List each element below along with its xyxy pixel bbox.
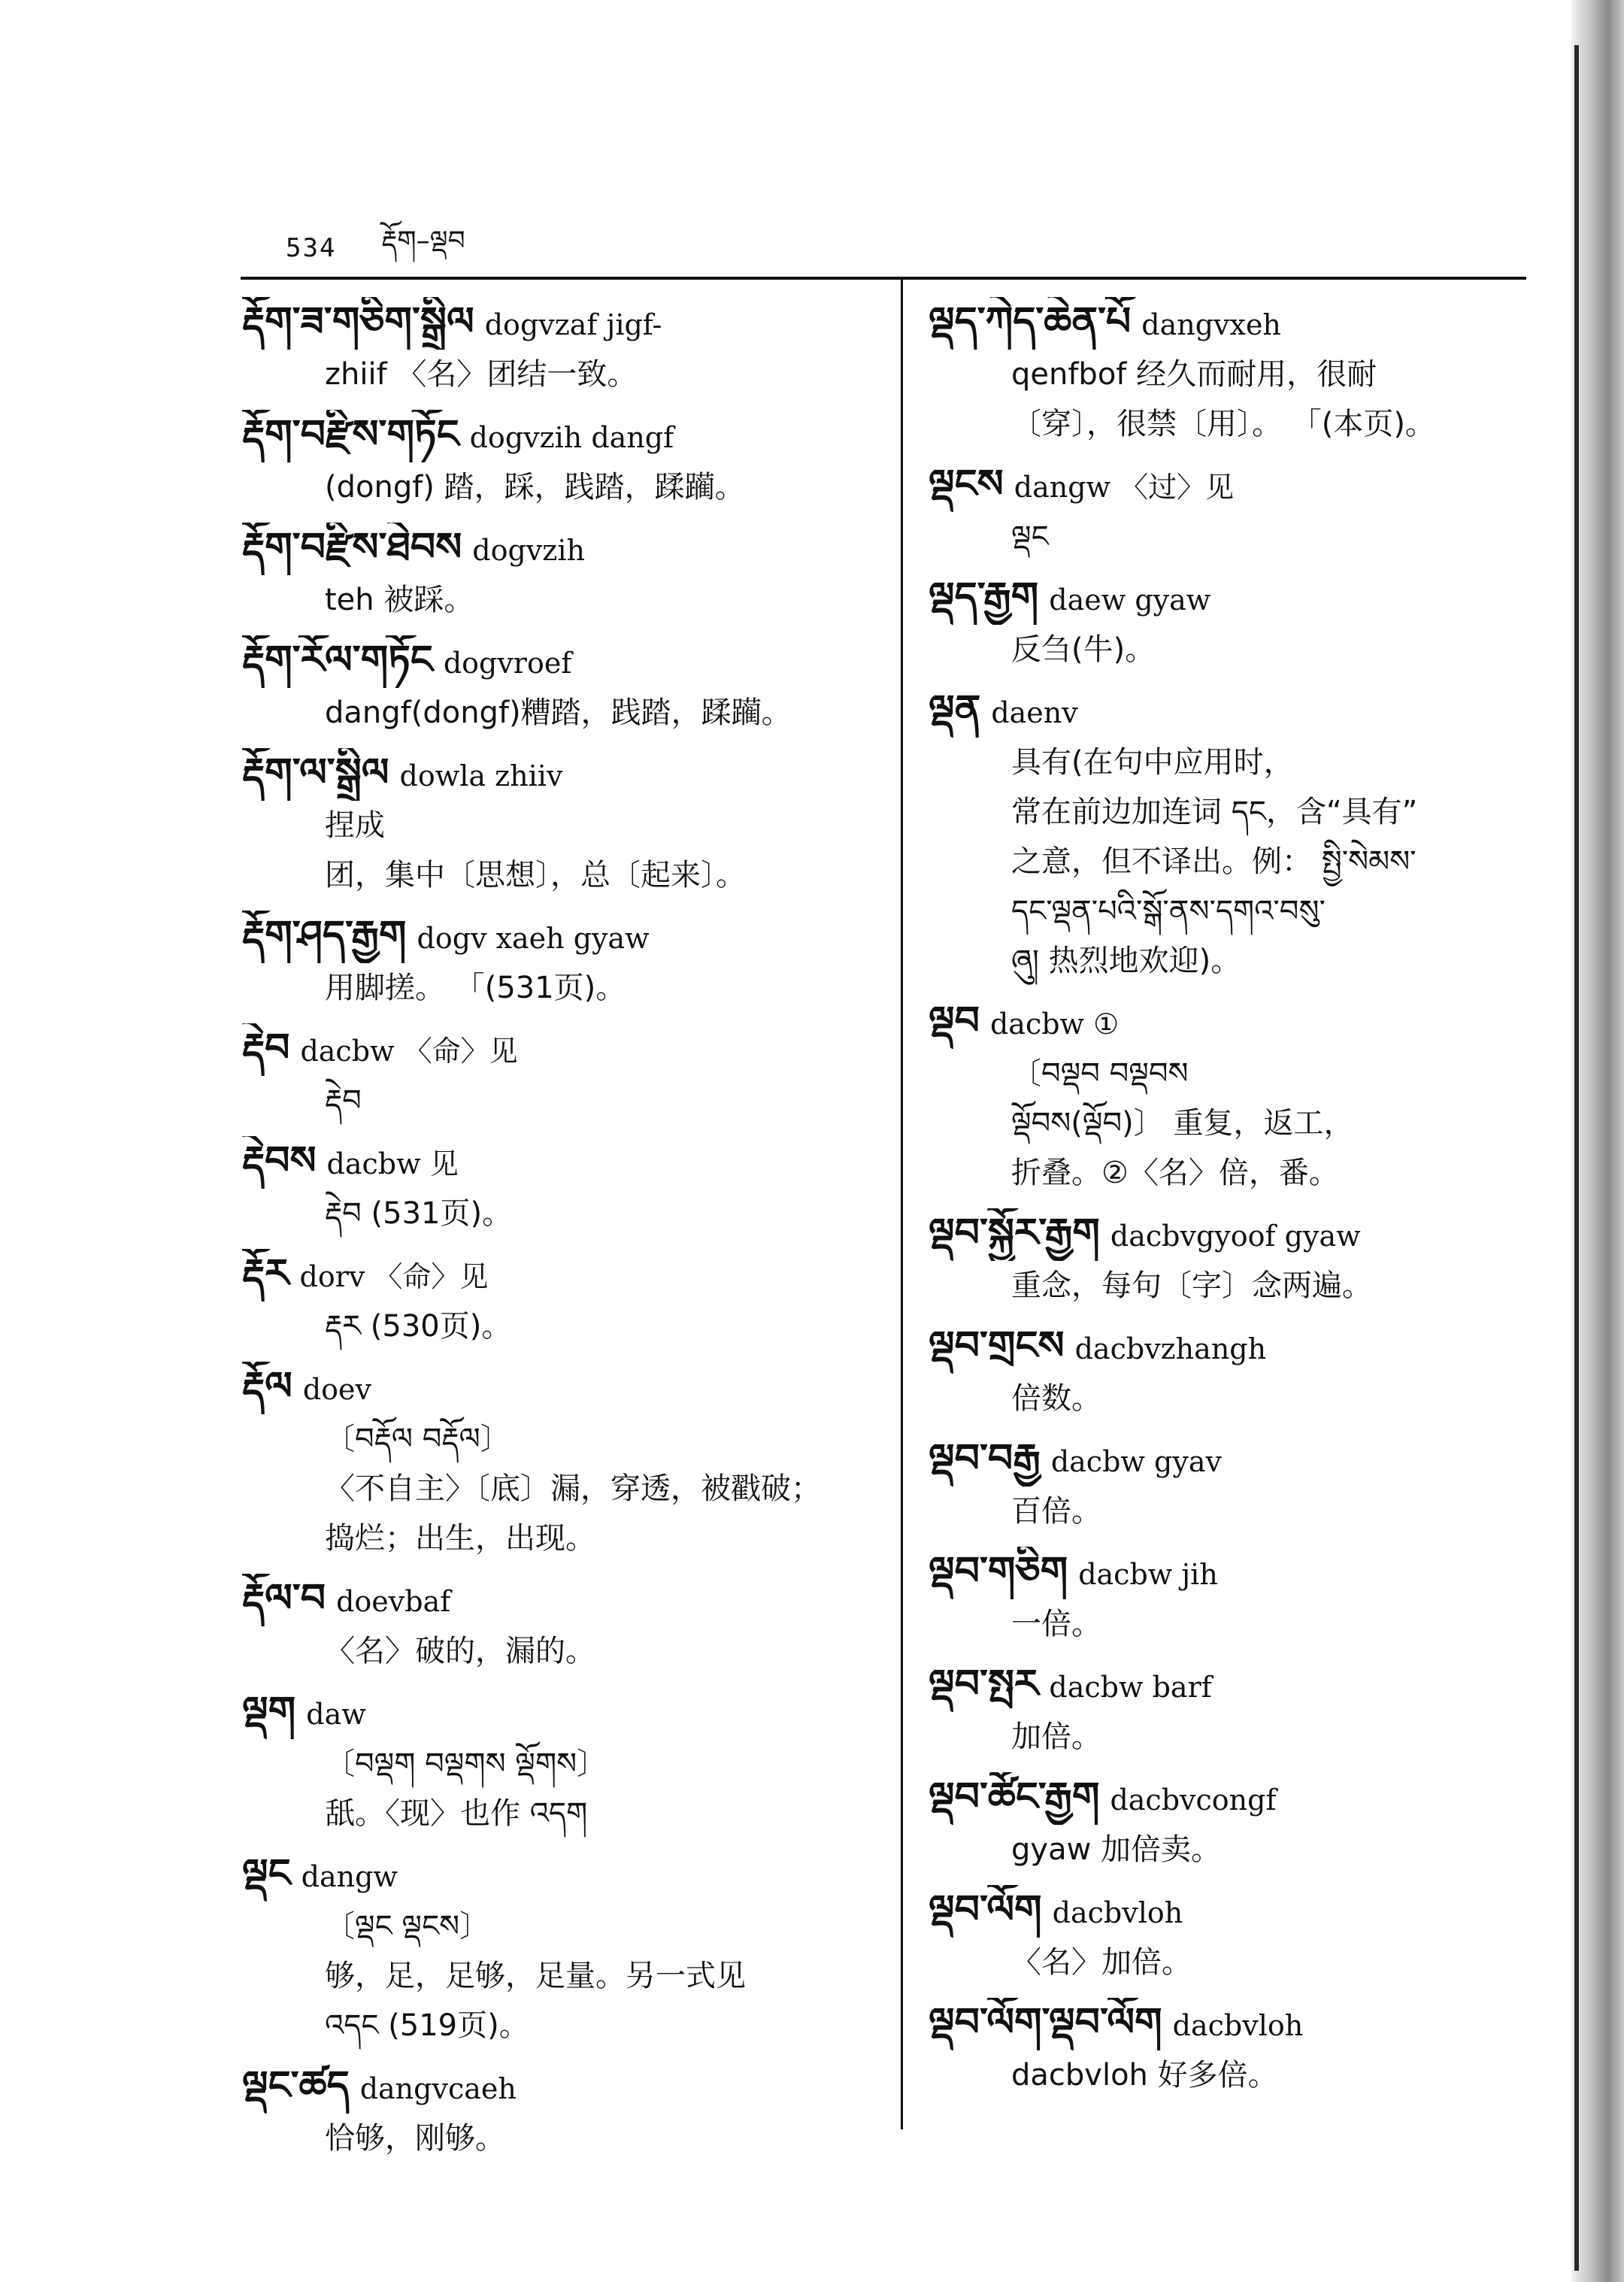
entry-headword: རྡོག་རོལ་གཏོང	[242, 638, 433, 683]
entry-definition-line	[242, 963, 889, 1013]
dictionary-entry	[929, 996, 1541, 1198]
entry-definition-text: རྡར (530页)。	[325, 1309, 512, 1344]
entry-headword: ལྡད་རྒྱག	[929, 574, 1039, 620]
dictionary-entry	[242, 410, 889, 512]
entry-romanization: dacbw jih	[1078, 1558, 1218, 1591]
entry-romanization: dacbvloh	[1172, 2009, 1304, 2042]
dictionary-entry	[242, 911, 889, 1013]
entry-headword: རྡེབ	[242, 1026, 290, 1071]
entry-definition-line	[242, 1902, 889, 1951]
entry-headline	[242, 297, 889, 350]
entry-definition-line	[242, 2114, 889, 2163]
dictionary-entry	[929, 1321, 1541, 1423]
entry-definition-line	[242, 1076, 889, 1126]
entry-romanization: dacbw 〈命〉见	[300, 1035, 518, 1068]
entry-headline	[242, 1136, 889, 1189]
entry-romanization: daenv	[991, 696, 1078, 729]
entry-romanization: dangvcaeh	[359, 2072, 517, 2105]
entry-romanization: dacbw gyav	[1050, 1445, 1222, 1478]
entry-definition-line	[929, 738, 1541, 787]
entry-romanization: dacbw 见	[326, 1147, 459, 1180]
entry-definition-text: 捏成	[325, 808, 385, 843]
dictionary-entry	[929, 1772, 1541, 1874]
dictionary-entry	[929, 1208, 1541, 1311]
entry-headline	[242, 1249, 889, 1302]
entry-definition-line	[929, 1374, 1541, 1423]
entry-definition-text: dacbvloh 好多倍。	[1011, 2058, 1278, 2093]
entry-headword: ལྡབ་ལོག	[929, 1887, 1042, 1932]
entry-headline	[929, 1659, 1541, 1712]
entry-definition-line	[242, 1464, 889, 1514]
entry-definition-text: ཞུ། 热烈地欢迎)。	[1011, 944, 1241, 978]
entry-romanization: dangvxeh	[1141, 308, 1281, 341]
entry-definition-text: རྡེབ (531页)。	[325, 1196, 513, 1231]
entry-definition-text: 用脚搓。 「(531页)。	[325, 971, 626, 1005]
entry-definition-text: 团，集中〔思想〕，总〔起来〕。	[325, 858, 746, 892]
entry-headword: རྡོག་བརྫིས་ཐེབས	[242, 525, 462, 570]
entry-definition-line	[929, 837, 1541, 886]
entry-definition-line	[242, 350, 889, 399]
entry-headword: རྡོག་བརྫིས་གཏོང	[242, 412, 459, 457]
entry-definition-text: ལྡང	[1011, 520, 1049, 554]
entry-headline	[929, 1772, 1541, 1825]
entry-definition-line	[242, 575, 889, 625]
entry-definition-line	[929, 1712, 1541, 1762]
entry-headline	[929, 1998, 1541, 2050]
dictionary-entry	[242, 1249, 889, 1351]
entry-headword: ལྡང་ཚད	[242, 2063, 350, 2108]
entry-headword: ལྡངས	[929, 462, 1004, 507]
scan-edge-line	[1574, 45, 1579, 2271]
entry-definition-line	[929, 1825, 1541, 1874]
entry-definition-line	[242, 1514, 889, 1563]
entry-headline	[929, 1547, 1541, 1599]
entry-romanization: dacbvloh	[1052, 1896, 1183, 1929]
header-rule	[241, 277, 1526, 280]
dictionary-entry	[929, 1434, 1541, 1536]
dictionary-entry	[242, 748, 889, 900]
entry-definition-text: 〔བལྡག བལྡགས ལྡོགས〕	[325, 1747, 607, 1781]
entry-headline	[929, 297, 1541, 350]
entry-romanization: dogvzih dangf	[469, 421, 674, 454]
entry-definition-line	[929, 1486, 1541, 1536]
entry-headline	[929, 996, 1541, 1049]
entry-definition-line	[929, 787, 1541, 837]
entry-definition-text: 〔穿〕，很禁〔用〕。 「(本页)。	[1011, 407, 1435, 441]
dictionary-entry	[242, 523, 889, 625]
dictionary-entry	[242, 1362, 889, 1563]
page-header	[286, 226, 465, 271]
entry-romanization: dowla zhiiv	[399, 759, 563, 792]
entry-definition-line	[929, 1148, 1541, 1198]
entry-definition-text: 之意，但不译出。例： སྤྱི་སེམས་	[1011, 844, 1416, 879]
right-column	[929, 297, 1541, 2111]
entry-headword: ལྡང	[242, 1851, 291, 1896]
entry-definition-line	[242, 1626, 889, 1676]
entry-definition-line	[242, 462, 889, 512]
entry-definition-line	[929, 399, 1541, 449]
entry-romanization: dangw	[301, 1860, 398, 1893]
entry-definition-text: 百倍。	[1011, 1494, 1101, 1529]
entry-headline	[242, 911, 889, 963]
entry-headline	[242, 523, 889, 575]
entry-definition-line	[242, 801, 889, 850]
dictionary-entry	[929, 1998, 1541, 2100]
entry-definition-line	[929, 1099, 1541, 1148]
entry-headline	[242, 1686, 889, 1739]
entry-headword: ལྡབ	[929, 999, 980, 1044]
entry-definition-text: 够，足，足够，足量。另一式见	[325, 1959, 746, 1993]
entry-definition-text: 〔ལྡང ལྡངས〕	[325, 1909, 490, 1944]
entry-definition-text: teh 被踩。	[325, 583, 474, 617]
entry-headline	[929, 685, 1541, 738]
dictionary-entry	[242, 1136, 889, 1238]
entry-definition-line	[929, 1599, 1541, 1649]
entry-definition-line	[929, 1261, 1541, 1311]
entry-headline	[929, 1885, 1541, 1938]
entry-romanization: daew gyaw	[1049, 583, 1211, 617]
entry-romanization: dogv xaeh gyaw	[417, 922, 650, 955]
entry-headline	[929, 572, 1541, 625]
entry-definition-line	[242, 1302, 889, 1351]
entry-headline	[929, 1434, 1541, 1486]
entry-definition-text: ལྡོབས(ལྡོབ)〕 重复，返工，	[1011, 1106, 1354, 1141]
dictionary-entry	[929, 1547, 1541, 1649]
entry-romanization: dogvzaf jigf-	[484, 308, 662, 341]
entry-definition-text: 〔བལྡབ བལྡབས	[1011, 1056, 1189, 1091]
entry-definition-text: 具有(在句中应用时，	[1011, 745, 1294, 780]
dictionary-entry	[929, 1659, 1541, 1762]
dictionary-entry	[929, 1885, 1541, 1987]
entry-definition-text: 恰够，刚够。	[325, 2121, 505, 2156]
entry-romanization: dorv 〈命〉见	[299, 1260, 489, 1293]
entry-headline	[242, 1574, 889, 1626]
entry-romanization: dacbvzhangh	[1074, 1332, 1267, 1365]
entry-definition-line	[929, 886, 1541, 936]
dictionary-entry	[929, 297, 1541, 449]
dictionary-entry	[242, 1849, 889, 2050]
entry-romanization: dangw 〈过〉见	[1013, 471, 1235, 504]
entry-definition-text: 常在前边加连词 དང，含“具有”	[1011, 795, 1418, 829]
entry-headline	[242, 1362, 889, 1414]
entry-romanization: doev	[302, 1373, 371, 1406]
entry-headword: རྡོག་ཤད་རྒྱག	[242, 913, 407, 958]
entry-definition-text: 舐。〈现〉也作 འདག	[325, 1796, 588, 1831]
entry-definition-text: 〈不自主〉〔底〕漏，穿透，被戳破；	[325, 1471, 821, 1506]
entry-definition-text: རྡེབ	[325, 1083, 362, 1118]
entry-definition-line	[242, 1189, 889, 1238]
entry-headword: རྡེབས	[242, 1138, 317, 1183]
dictionary-entry	[242, 2061, 889, 2163]
column-divider	[901, 280, 903, 2129]
entry-definition-line	[242, 1739, 889, 1789]
entry-definition-line	[242, 850, 889, 900]
entry-definition-text: zhiif 〈名〉团结一致。	[325, 357, 638, 392]
scan-edge-shadow	[1571, 0, 1624, 2282]
entry-definition-text: qenfbof 经久而耐用，很耐	[1011, 357, 1377, 392]
entry-definition-text: 重念，每句〔字〕念两遍。	[1011, 1268, 1372, 1303]
entry-headword: རྡོག་ལ་སྒྲིལ	[242, 750, 389, 796]
entry-headword: ལྡབ་ལོག་ལྡབ་ལོག	[929, 2000, 1162, 2045]
dictionary-entry	[242, 1686, 889, 1838]
entry-definition-line	[929, 936, 1541, 986]
entry-definition-text: དང་ལྡན་པའི་སྒོ་ནས་དགའ་བསུ་	[1011, 894, 1326, 929]
entry-definition-text: འདང (519页)。	[325, 2008, 529, 2043]
entry-headword: ལྡབ་ཚོང་རྒྱག	[929, 1774, 1100, 1820]
entry-romanization: dogvzih	[472, 534, 585, 567]
entry-headword: ལྡག	[242, 1689, 296, 1734]
entry-headline	[929, 459, 1541, 512]
entry-romanization: dacbw ①	[989, 1008, 1120, 1041]
dictionary-entry	[929, 685, 1541, 986]
left-column	[242, 297, 889, 2174]
entry-definition-text: 倍数。	[1011, 1381, 1101, 1416]
entry-definition-text: 捣烂；出生，出现。	[325, 1521, 595, 1556]
entry-romanization: dogvroef	[443, 647, 572, 680]
entry-definition-line	[929, 1938, 1541, 1987]
entry-headword: ལྡད་ཀེད་ཆེན་པོ	[929, 299, 1132, 344]
entry-definition-text: (dongf) 踏，踩，践踏，蹂躏。	[325, 470, 745, 505]
entry-definition-text: dangf(dongf)糟踏，践踏，蹂躏。	[325, 696, 792, 730]
entry-definition-line	[929, 2050, 1541, 2100]
entry-headword: ལྡན	[929, 687, 981, 732]
entry-definition-line	[242, 688, 889, 738]
page-number: 534	[286, 233, 337, 263]
entry-headword: རྡོག་ཟ་གཅིག་སྒྲིལ	[242, 299, 474, 344]
entry-headword: ལྡབ་སྤར	[929, 1662, 1039, 1707]
entry-definition-line	[929, 350, 1541, 399]
dictionary-entry	[929, 459, 1541, 562]
entry-headword: ལྡབ་གྲངས	[929, 1323, 1065, 1368]
entry-romanization: dacbvcongf	[1110, 1783, 1277, 1817]
entry-headline	[242, 748, 889, 801]
entry-headword: རྡོལ	[242, 1364, 292, 1409]
dictionary-entry	[929, 572, 1541, 674]
dictionary-entry	[242, 1574, 889, 1676]
entry-definition-line	[242, 1951, 889, 2001]
entry-headline	[242, 2061, 889, 2114]
entry-definition-line	[242, 2001, 889, 2050]
entry-romanization: daw	[306, 1698, 366, 1731]
entry-definition-line	[929, 512, 1541, 562]
dictionary-entry	[242, 635, 889, 738]
entry-definition-text: gyaw 加倍卖。	[1011, 1832, 1222, 1867]
entry-definition-line	[929, 625, 1541, 674]
entry-definition-text: 〈名〉加倍。	[1011, 1945, 1192, 1980]
entry-headword: རྡོལ་བ	[242, 1576, 326, 1621]
entry-definition-text: 反刍(牛)。	[1011, 632, 1156, 667]
entry-romanization: doevbaf	[336, 1585, 451, 1618]
entry-headline	[242, 1849, 889, 1902]
entry-headline	[929, 1321, 1541, 1374]
entry-headline	[242, 635, 889, 688]
entry-definition-line	[929, 1049, 1541, 1099]
entry-headword: རྡོར	[242, 1251, 289, 1296]
entry-headline	[242, 410, 889, 462]
entry-headword: ལྡབ་གཅིག	[929, 1549, 1068, 1594]
entry-definition-text: 一倍。	[1011, 1607, 1101, 1641]
entry-romanization: dacbvgyoof gyaw	[1110, 1220, 1361, 1253]
entry-definition-text: 折叠。②〈名〉倍，番。	[1011, 1156, 1339, 1190]
entry-headword: ལྡབ་བརྒྱ	[929, 1436, 1041, 1481]
entry-definition-line	[242, 1414, 889, 1464]
page-range: རྡོག–ལྡབ	[381, 226, 465, 256]
entry-definition-line	[242, 1789, 889, 1838]
entry-definition-text: 加倍。	[1011, 1720, 1101, 1754]
entry-headline	[242, 1023, 889, 1076]
entry-definition-text: 〔བརྡོལ བརྡོལ〕	[325, 1422, 511, 1456]
entry-definition-text: 〈名〉破的，漏的。	[325, 1634, 595, 1668]
entry-headword: ལྡབ་སྐྱོར་རྒྱག	[929, 1211, 1100, 1256]
entry-romanization: dacbw barf	[1049, 1671, 1212, 1704]
dictionary-entry	[242, 297, 889, 399]
entry-headline	[929, 1208, 1541, 1261]
dictionary-entry	[242, 1023, 889, 1126]
